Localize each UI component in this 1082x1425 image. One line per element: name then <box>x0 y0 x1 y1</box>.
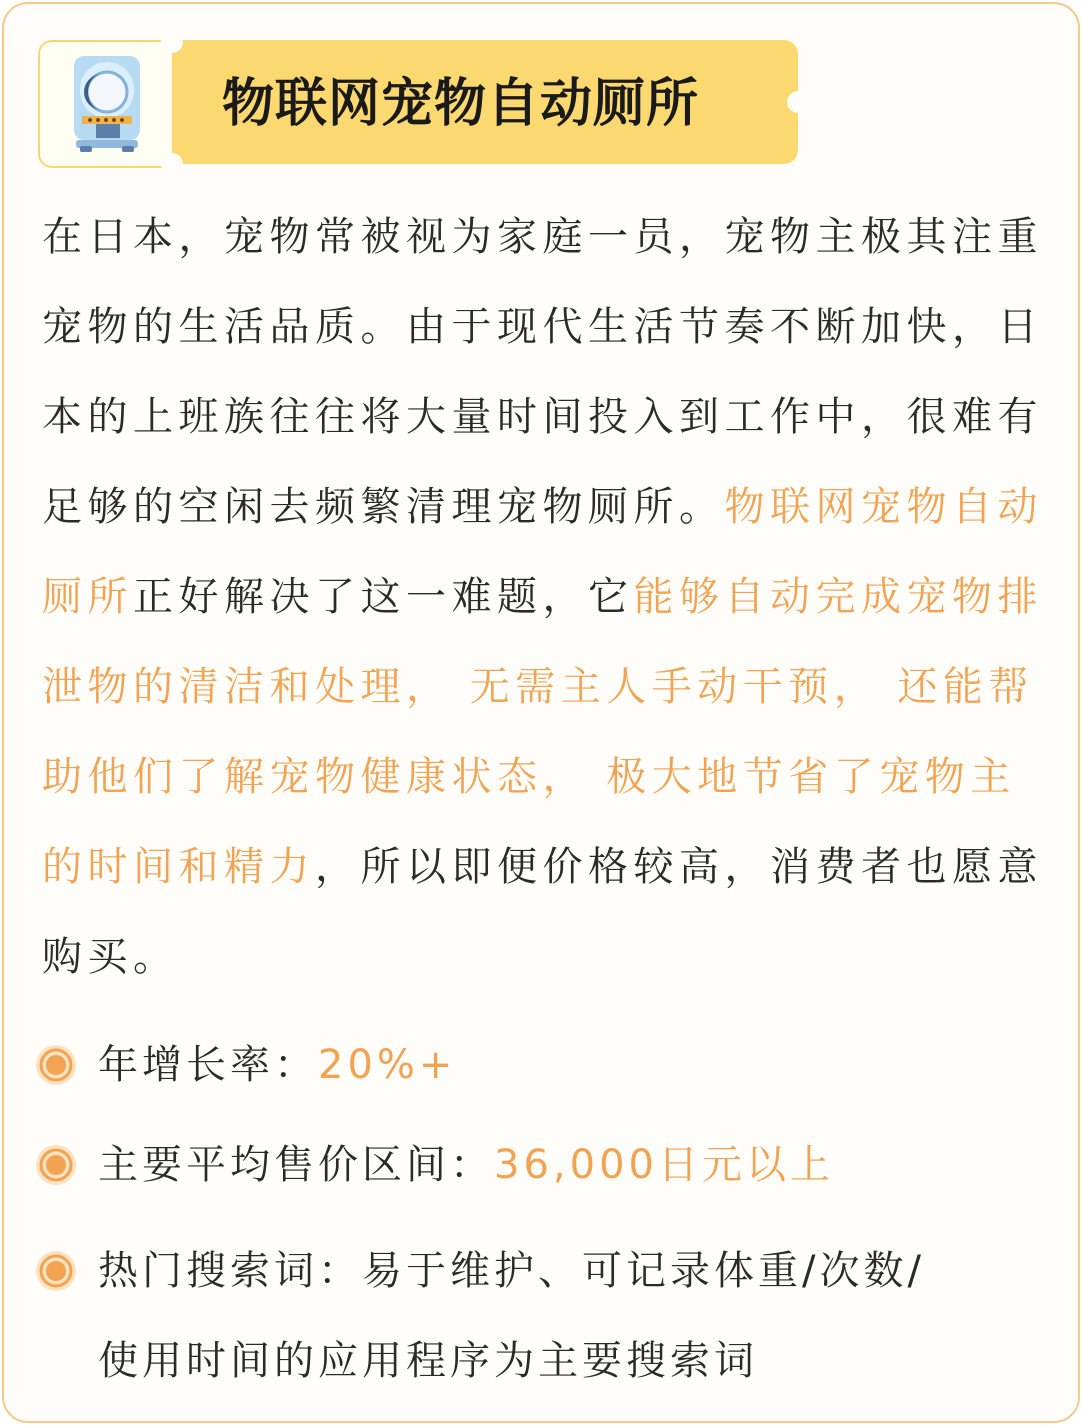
page-title: 物联网宠物自动厕所 <box>222 74 700 134</box>
intro-text-3: ，所以即便价格较高，消费者也愿意购买。 <box>42 844 1043 980</box>
bullet-label-line2: 使用时间的应用程序为主要搜索词 <box>98 1338 758 1384</box>
bullet-label: 年增长率： <box>98 1042 318 1088</box>
intro-text-1: 在日本，宠物常被视为家庭一员，宠物主极其注重宠物的生活品质。由于现代生活节奏不断加快，日本的上班族往往将大量时间投入到工作中，很难有足够的空闲去频繁清理宠物厕所。 <box>42 214 1043 530</box>
bullet-value: 20%+ <box>318 1042 457 1088</box>
bullet-label: 热门搜索词：易于维护、可记录体重/次数/ <box>98 1248 925 1294</box>
intro-highlight-1: 物联网宠物自动厕所 <box>42 484 1043 620</box>
intro-paragraph <box>42 192 1047 1002</box>
bullet-label: 主要平均售价区间： <box>98 1142 494 1188</box>
intro-text-2: 正好解决了这一难题，它 <box>133 574 634 620</box>
pet-toilet-icon <box>40 42 174 166</box>
bullet-dot-icon <box>34 1249 78 1293</box>
bullet-value: 36,000日元以上 <box>494 1142 834 1188</box>
bullet-dot-icon <box>34 1043 78 1087</box>
bullet-dot-icon <box>34 1143 78 1187</box>
intro-highlight-2: 能够自动完成宠物排泄物的清洁和处理， 无需主人手动干预， 还能帮助他们了解宠物健康状态， 极大地节省了宠物主的时间和精力 <box>42 574 1043 890</box>
header-icon-panel <box>38 40 176 168</box>
